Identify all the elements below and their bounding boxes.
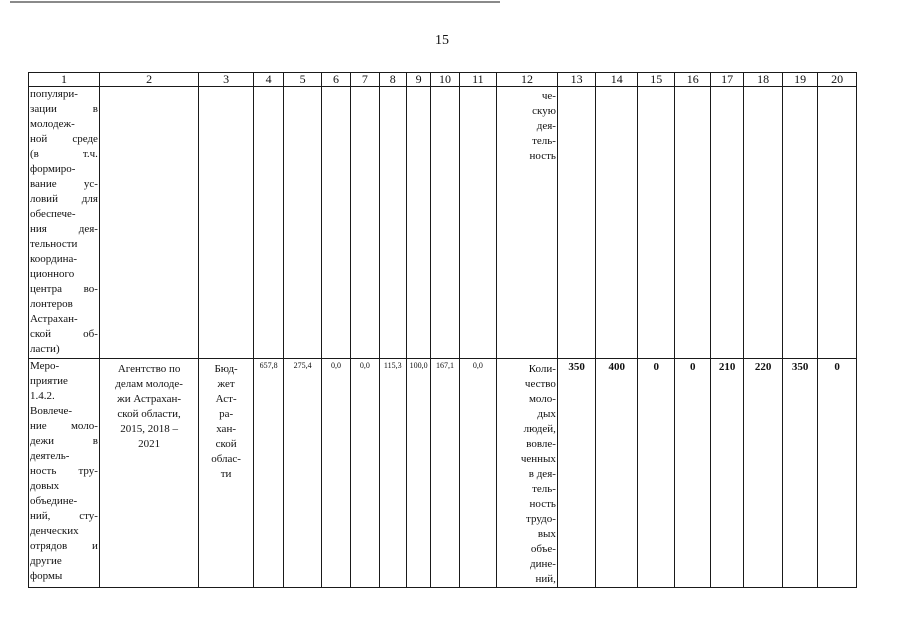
text-fragment: вание <box>30 178 57 190</box>
amount-cell: 0,0 <box>459 359 496 588</box>
row1-description-lines <box>30 87 98 357</box>
text-fragment: ционного <box>30 268 75 280</box>
empty-cell <box>199 87 254 359</box>
text-line: дых <box>537 408 556 420</box>
text-line: ской области, <box>117 408 181 420</box>
empty-cell <box>637 87 674 359</box>
text-line: тель- <box>532 483 556 495</box>
text-line <box>30 509 98 524</box>
text-fragment: ласти) <box>30 343 60 355</box>
text-line <box>30 419 98 434</box>
text-line <box>30 132 98 147</box>
text-fragment: обеспече- <box>30 208 76 220</box>
text-line: жи Астрахан- <box>117 393 182 405</box>
empty-cell <box>818 87 857 359</box>
text-line <box>30 479 98 494</box>
text-line: вых <box>537 528 556 540</box>
text-fragment: т.ч. <box>82 148 98 160</box>
text-line <box>30 162 98 177</box>
indicator-value-cell: 0 <box>637 359 674 588</box>
text-fragment: центра <box>30 283 62 295</box>
text-fragment: для <box>81 193 98 205</box>
text-line <box>30 327 98 342</box>
text-line: дине- <box>530 558 556 570</box>
text-fragment: сту- <box>79 510 98 522</box>
column-header: 16 <box>675 73 710 87</box>
text-line: людей, <box>523 423 556 435</box>
amount-cell: 167,1 <box>431 359 459 588</box>
text-line: че- <box>541 90 556 102</box>
text-fragment: в <box>92 435 98 447</box>
column-header: 18 <box>744 73 783 87</box>
text-fragment: Вовлече- <box>30 405 73 417</box>
text-line <box>30 449 98 464</box>
column-header: 6 <box>321 73 350 87</box>
empty-cell <box>557 87 596 359</box>
text-fragment: среде <box>72 133 98 145</box>
text-fragment: тру- <box>78 465 98 477</box>
column-header: 12 <box>497 73 558 87</box>
text-line: хан- <box>216 423 236 435</box>
text-fragment: ние <box>30 420 47 432</box>
text-fragment: ус- <box>83 178 98 190</box>
text-line: ской <box>215 438 237 450</box>
text-line: Агентство по <box>117 363 181 375</box>
text-line: 2021 <box>138 438 161 450</box>
text-fragment: ской <box>30 328 52 340</box>
text-fragment: ной <box>30 133 48 145</box>
empty-cell <box>99 87 198 359</box>
text-line <box>30 207 98 222</box>
text-line <box>30 569 98 584</box>
text-line: ность <box>529 150 556 162</box>
text-fragment: формы <box>30 570 63 582</box>
text-line <box>30 359 98 374</box>
text-fragment: другие <box>30 555 62 567</box>
empty-cell <box>253 87 283 359</box>
row2-description-cell <box>29 359 100 588</box>
text-fragment: молодеж- <box>30 118 75 130</box>
text-fragment: довых <box>30 480 60 492</box>
column-header: 9 <box>406 73 430 87</box>
row1-indicator-lines <box>498 87 556 164</box>
column-header: 15 <box>637 73 674 87</box>
text-line <box>30 312 98 327</box>
text-line: чество <box>524 378 556 390</box>
amount-cell: 0,0 <box>321 359 350 588</box>
amount-cell: 115,3 <box>379 359 406 588</box>
column-header: 3 <box>199 73 254 87</box>
empty-cell <box>321 87 350 359</box>
text-line <box>30 494 98 509</box>
column-header: 1 <box>29 73 100 87</box>
text-line <box>30 192 98 207</box>
text-line: ность <box>529 498 556 510</box>
row2-executor-cell <box>99 359 198 588</box>
text-fragment: ловий <box>30 193 58 205</box>
text-line <box>30 374 98 389</box>
column-header: 7 <box>351 73 379 87</box>
row2-source-lines <box>200 359 252 482</box>
empty-cell <box>710 87 743 359</box>
column-header: 2 <box>99 73 198 87</box>
text-line: моло- <box>528 393 556 405</box>
text-fragment: Астрахан- <box>30 313 78 325</box>
text-line: дея- <box>536 120 556 132</box>
text-fragment: отрядов <box>30 540 68 552</box>
column-header: 10 <box>431 73 459 87</box>
amount-cell: 100,0 <box>406 359 430 588</box>
text-fragment: ния <box>30 223 47 235</box>
text-fragment: и <box>92 540 98 552</box>
empty-cell <box>379 87 406 359</box>
text-fragment: популяри- <box>30 88 78 100</box>
text-fragment: координа- <box>30 253 78 265</box>
indicator-value-cell: 0 <box>675 359 710 588</box>
text-line <box>30 282 98 297</box>
text-line <box>30 267 98 282</box>
column-header: 19 <box>782 73 817 87</box>
text-fragment: денческих <box>30 525 79 537</box>
text-fragment: дежи <box>30 435 54 447</box>
program-table <box>28 72 857 588</box>
text-line <box>30 222 98 237</box>
text-line: жет <box>217 378 235 390</box>
text-line <box>30 147 98 162</box>
column-header: 20 <box>818 73 857 87</box>
text-line: вовле- <box>526 438 556 450</box>
text-fragment: объедине- <box>30 495 78 507</box>
empty-cell <box>596 87 638 359</box>
text-fragment: ность <box>30 465 57 477</box>
text-line <box>30 177 98 192</box>
empty-cell <box>459 87 496 359</box>
row1-description-cell <box>29 87 100 359</box>
text-line <box>30 342 98 357</box>
text-line: ра- <box>219 408 234 420</box>
text-fragment: во- <box>83 283 98 295</box>
text-line <box>30 539 98 554</box>
text-line <box>30 297 98 312</box>
column-header: 5 <box>284 73 321 87</box>
text-fragment: об- <box>83 328 98 340</box>
indicator-value-cell: 350 <box>782 359 817 588</box>
text-line <box>30 252 98 267</box>
text-line: Коли- <box>528 363 556 375</box>
text-line <box>30 434 98 449</box>
empty-cell <box>782 87 817 359</box>
text-line <box>30 237 98 252</box>
text-line: ти <box>220 468 232 480</box>
text-line: объе- <box>530 543 556 555</box>
indicator-value-cell: 350 <box>557 359 596 588</box>
text-fragment: дея- <box>78 223 98 235</box>
amount-cell: 0,0 <box>351 359 379 588</box>
text-fragment: Меро- <box>30 360 60 372</box>
indicator-value-cell: 0 <box>818 359 857 588</box>
empty-cell <box>284 87 321 359</box>
text-fragment: (в <box>30 148 39 160</box>
page-number: 15 <box>435 33 449 48</box>
text-line: ченных <box>520 453 556 465</box>
amount-cell: 657,8 <box>253 359 283 588</box>
text-line <box>30 554 98 569</box>
text-fragment: 1.4.2. <box>30 390 55 402</box>
text-line: Бюд- <box>214 363 238 375</box>
column-header: 17 <box>710 73 743 87</box>
text-line: 2015, 2018 – <box>120 423 178 435</box>
text-fragment: моло- <box>70 420 98 432</box>
text-fragment: в <box>92 103 98 115</box>
text-line <box>30 464 98 479</box>
text-fragment: ний, <box>30 510 51 522</box>
column-header: 8 <box>379 73 406 87</box>
amount-cell: 275,4 <box>284 359 321 588</box>
column-header: 13 <box>557 73 596 87</box>
text-line <box>30 404 98 419</box>
empty-cell <box>351 87 379 359</box>
column-header: 14 <box>596 73 638 87</box>
text-fragment: зации <box>30 103 57 115</box>
column-header: 4 <box>253 73 283 87</box>
indicator-value-cell: 400 <box>596 359 638 588</box>
text-fragment: формиро- <box>30 163 76 175</box>
indicator-value-cell: 210 <box>710 359 743 588</box>
top-scan-line <box>10 1 500 3</box>
text-line: делам молоде- <box>115 378 183 390</box>
text-line <box>30 524 98 539</box>
empty-cell <box>431 87 459 359</box>
column-header: 11 <box>459 73 496 87</box>
text-line: Аст- <box>215 393 237 405</box>
header-row <box>29 73 857 87</box>
row2-source-cell <box>199 359 254 588</box>
text-line <box>30 117 98 132</box>
text-line <box>30 389 98 404</box>
indicator-value-cell: 220 <box>744 359 783 588</box>
row1-indicator-cell <box>497 87 558 359</box>
text-line <box>30 87 98 102</box>
empty-cell <box>744 87 783 359</box>
table-row <box>29 87 857 359</box>
empty-cell <box>675 87 710 359</box>
text-fragment: тельности <box>30 238 78 250</box>
text-fragment: лонтеров <box>30 298 73 310</box>
text-line: облас- <box>211 453 241 465</box>
row2-indicator-cell <box>497 359 558 588</box>
row2-executor-lines <box>101 359 197 452</box>
text-line <box>30 102 98 117</box>
empty-cell <box>406 87 430 359</box>
text-line: тель- <box>532 135 556 147</box>
text-fragment: деятель- <box>30 450 70 462</box>
row2-indicator-lines <box>498 359 556 587</box>
text-line: трудо- <box>526 513 556 525</box>
text-fragment: приятие <box>30 375 68 387</box>
text-line: скую <box>532 105 556 117</box>
table-row <box>29 359 857 588</box>
text-line: в дея- <box>528 468 556 480</box>
text-line: ний, <box>535 573 556 585</box>
row2-description-lines <box>30 359 98 584</box>
